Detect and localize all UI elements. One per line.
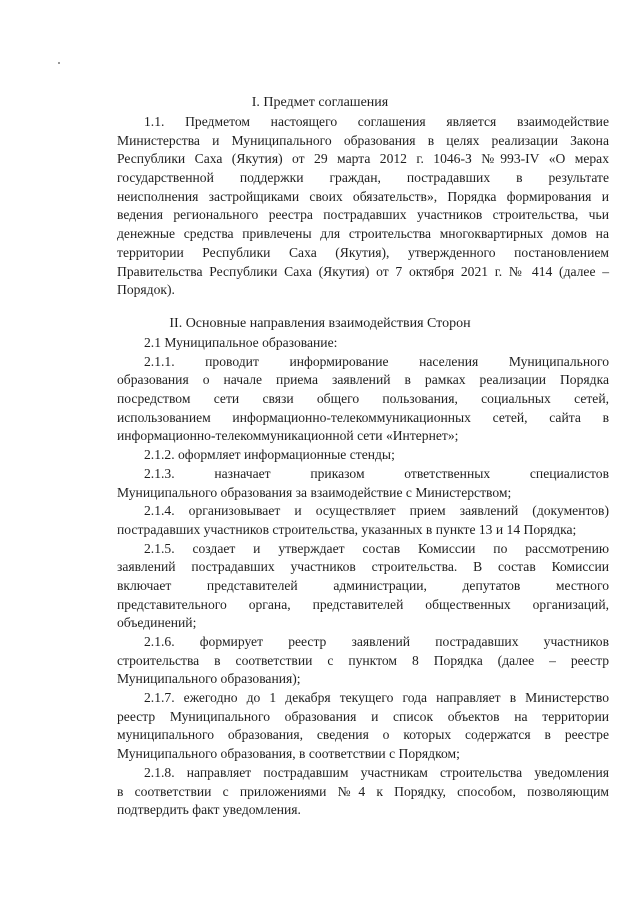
- paragraph-line: 2.1.4. организовывает и осуществляет прием заявлений (документов): [144, 503, 609, 519]
- paragraph-line: реестр Муниципального образования и список объектов на территории: [117, 708, 609, 724]
- paragraph-line: Порядок).: [117, 282, 175, 298]
- paragraph-line: 2.1.6. формирует реестр заявлений пострадавших участников: [144, 634, 609, 649]
- paragraph-line: муниципального образования, сведения о которых содержатся в реестре: [117, 727, 609, 743]
- paragraph-line: 2.1.5. создает и утверждает состав Комиссии по рассмотрению: [144, 540, 609, 556]
- paragraph-line: 2.1.2. оформляет информационные стенды;: [144, 447, 395, 463]
- paragraph-line: денежные средства привлечены для строительства многоквартирных домов на: [117, 226, 609, 242]
- section-2-heading: II. Основные направления взаимодействия Сторон: [169, 316, 471, 331]
- paragraph-line: Муниципального образования);: [117, 671, 301, 687]
- paragraph-line: 2.1.1. проводит информирование населения Муниципального: [144, 353, 609, 369]
- paragraph-line: посредством сети связи общего пользования, социальных сетей,: [117, 391, 609, 407]
- paragraph-line: неисполнения застройщиками своих обязательств», Порядка формирования и: [117, 188, 609, 204]
- paragraph-line: объединений;: [117, 615, 197, 631]
- paragraph-line: 2.1.7. ежегодно до 1 декабря текущего года направляет в Министерство: [144, 690, 609, 706]
- paragraph-line: подтвердить факт уведомления.: [117, 802, 301, 818]
- section-1-heading: I. Предмет соглашения: [251, 95, 389, 110]
- paragraph-line: ведения регионального реестра пострадавших участников строительства, чьи: [117, 207, 609, 223]
- paragraph-line: Республики Саха (Якутия) от 29 марта 2012 г. 1046-З №993-IV «О мерах: [117, 151, 609, 167]
- paragraph-line: Муниципального образования за взаимодействие с Министерством;: [117, 484, 512, 500]
- paragraph-line: в соответствии с приложениями №4 к Порядку, способом, позволяющим: [117, 783, 609, 799]
- paragraph-line: образования о начале приема заявлений в рамках реализации Порядка: [117, 372, 609, 388]
- paragraph-line: 2.1.3. назначает приказом ответственных специалистов: [144, 465, 609, 481]
- paragraph-line: заявлений пострадавших участников строительства. В состав Комиссии: [117, 559, 609, 575]
- paragraph-line: использованием информационно-телекоммуникационных сетей, сайта в: [117, 409, 609, 425]
- paragraph-line: пострадавших участников строительства, указанных в пункте 13 и 14 Порядка;: [117, 521, 577, 537]
- paragraph-line: строительства в соответствии с пунктом 8 Порядка (далее – реестр: [117, 652, 609, 668]
- paragraph-line: представительного органа, представителей общественных организаций,: [117, 596, 609, 612]
- paragraph-line: 1.1. Предметом настоящего соглашения является взаимодействие: [144, 114, 609, 129]
- paragraph-line: информационно-телекоммуникационной сети «Интернет»;: [117, 428, 459, 444]
- paragraph-line: территории Республики Саха (Якутия), утвержденного постановлением: [117, 244, 609, 260]
- paragraph-line: Муниципального образования, в соответствии с Порядком;: [117, 746, 460, 762]
- paragraph-line: включает представителей администрации, депутатов местного: [117, 577, 609, 593]
- section-2-body: [117, 334, 609, 820]
- paragraph-line: Министерства и Муниципального образования в целях реализации Закона: [117, 132, 609, 148]
- paragraph-line: государственной поддержки граждан, пострадавших в результате: [117, 170, 609, 186]
- section-1-body: [117, 113, 609, 300]
- paragraph-line: 2.1 Муниципальное образование:: [144, 335, 338, 350]
- paragraph-line: Правительства Республики Саха (Якутия) от 7 октября 2021 г. № 414 (далее –: [117, 263, 609, 279]
- paragraph-line: 2.1.8. направляет пострадавшим участникам строительства уведомления: [144, 764, 609, 780]
- scan-speck: [58, 62, 60, 64]
